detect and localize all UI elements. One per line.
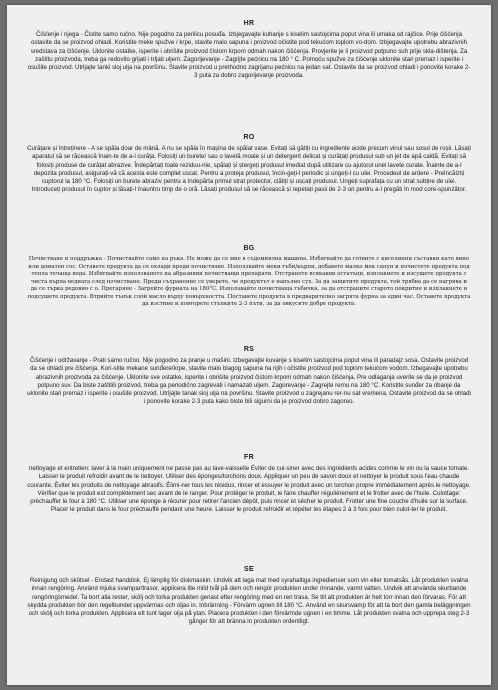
section-code: HR bbox=[243, 20, 255, 27]
section-code: RS bbox=[243, 346, 255, 353]
section-code: SE bbox=[244, 566, 254, 573]
section-fr bbox=[27, 453, 471, 515]
section-text: Čišćenje i njega - Čistite samo ručno. Nije pogodno za perilicu posuđa. Izbjegavajte kuhanje s kiselim sastojcima poput vina ili umaka od rajčice. Prije čišćenja ostavite da se proizvod ohladi. Koristite meke spužve / krpe, stavite malo sapuna i proizvod očistite pod tekućom toplom vo-dom. Izbjegavajte upotrebu abrazivnih sredstava za čišćenje. Uklonite ostatke, isperite i obrišite proizvod čistom krpom odmah nakon čišćenja. Provjerite je li proizvod potpuno suh prije skla-dištenja. Za zaštitu proizvoda, treba ga redovito grijati i trljati uljem. Zagorijevanje - Zagrijte pećnicu na 180 ° C. Pomoću spužve za čišćenje uklonite stari premaz i isperite i osušite proizvod. Utrljajte tanki sloj ulja na površinu. Stavite proizvod u prethodno zagrijanu pećnicu na jedan sat. Ostavite da se proizvod ohladi i ponovite korake 2-3 puta za dobro zagorijevanje proizvoda. bbox=[27, 31, 471, 80]
section-text: Почистване и поддръжка - Почиствайте само на ръка. Не може да се мие в съдомиялна машина. Избягвайте да готвите с киселинни съставки като вино или доматен сос. Оставете продукта да се охлади преди почистване. Използвайте меки гъби/кърпи, добавете малко мек сапун и почистете продукта под топла течаща вода. Избягвайте използването на абразивни почистващи препарати. Отстранете всякакви остатъци, изплакнете и изсушете продукта с чиста кърпа веднага след почистване. Преди съхранение се уверете, че продуктът е напълно сух. За да защитите продукта, той трябва да се нагрява и да се търка редовно с о. Прегаряне - Загрейте фурната на 180°C. Използвайте почистваща гъбичка, за да отстраните старото покритие и изплакнете и подсушете продукта. Втрийте тънък слой масло върху повърхността. Поставете продукта в предварително загрята фурна за един час. Оставете продукта да изстине и повторете стъпките 2-3 пъти, за да овкусите добре продукта. bbox=[27, 256, 471, 307]
section-code: BG bbox=[243, 245, 255, 252]
section-se bbox=[27, 565, 471, 627]
section-code: FR bbox=[244, 454, 254, 461]
section-text: Curățare și întreținere - A se spăla doar de mână. A nu se spăla în mașina de spălat vase. Evitați să gătiți cu ingrediente acide precum vinul sau sosul de roșii. Lăsați aparatul să se răcească înain-te de a-l curăța. Folosiți un burete/ sau o lavetă moale și un detergent delicat și curățați produsul sub un jet de apă caldă. Evitați să folosiți produse de curățat abrazive. Îndepărtați toate reziduu-rile, spălați și ștergeți produsul imediat după utilizare cu ajutorul unei lavete curate. Înainte de a-l depozita produsul, asigurați-vă că acesta este complet uscat. Pentru a proteja produsul, încin-geți-l periodic și ungeți-l cu ulei. Procedeul de ardere - Preîncălziți cuptorul la 180 °C. Folosiți un burete abraziv pentru a îndepărta primul strat protector, clătiți și uscați produsul. Ungeți suprafața cu un strat subțire de ulei. Introduceți produsul în cuptor și lăsați-l înauntru timp de o oră. Lăsați produsul să se răcească și repetați pasii de 2-3 ori pentru a-l pregăti în mod core-spunzător. bbox=[27, 145, 471, 194]
section-text: nettoyage et entretien: laver à la main uniquement ne passe pas au lave-vaisselle Éviter de cui-siner avec des ingrédients acides comme le vin ou la sauce tomate. Laisser le produit refroidir avant de le nettoyer. Utiliser des éponges/torchons doux. Appliquer un peu de savon doux et nettoyer le produit sous l'eau chaude courante. Éviter les produits de nettoyage abrasifs. Élimi-ner tous les résidus, rincer et essuyer le produit avec un torchon propre immédiatement après le nettoyage. Vérifier que le produit est complètement sec avant de le ranger. Pour protéger le produit, le faire chauffer régulièrement et le frotter avec de l'huile. Culottage: préchauffer le four à 180 °C. Utiliser une éponge à récurer pour retirer l'ancien dépôt, puis rincer et sécher le produit. Frotter une fine couche d'huile sur la surface. Placer le produit dans le four préchauffé pendant une heure. Laisser le produit refroidir et répéter les étapes 2 à 3 fois pour bien culot-ter le produit. bbox=[27, 465, 471, 514]
section-text: Reinigung och skötsel - Endast handdisk. Ej lämplig för diskmaskin. Undvik att laga mat med syrahaltiga ingredienser som vin eller tomatsås. Låt produkten svalna innan rengöring. Använd mjuka svampar/trasor, applicera lite mild tvål på dem och rengör produkten under rinnande, varmt vatten. Undvik att använda skurbande rengöringsmedel. Ta bort alla rester, skölj och torka produkten genast efter rengöring med en ren trasa. Se till att produkten är helt torr innan den förvaras. För att skydda produkten bör den regelbundet uppvärmas och oljas in. Inbränning - Förvärm ugnen till 180 °C. Använd en skursvamp för att ta bort den gamla beläggningen och skölj och torka produkten. Applicera ett tunt lager olja på ytan. Placera produkten i den förvärmde ugnen i en timme. Låt produkten svalna och upprepa steg 2-3 gånger för att bränna in produkten ordentligt. bbox=[27, 577, 471, 626]
instruction-sheet bbox=[7, 5, 491, 685]
section-hr bbox=[27, 19, 471, 81]
section-code: RO bbox=[243, 134, 255, 141]
section-text: Čišćenje i održavanje - Prati samo ručno. Nije pogodno za pranje u mašini. Izbegavajte kuvanje s kiselim sastojcima poput vina ili paradajz sosa. Ostavite proizvod da se ohladi pre čišćenja. Kori-stite mekane sunđere/krpe, stavite malo blagog sapuna na njih i očistite proizvod pod toplom tekućom vodom. Izbegavajte upotrebu abrazivnih proizvoda za čišćenje. Uklonite sve ostatke, isperite i obrišite proizvod čistom krpom odmah nakon čišćenja. Pre odlaganja uverite se da je proizvod potpuno suv. Da biste zaštitili proizvod, treba ga periodično zagrevati i namazati uljem. Zagorevanje - Zagrejte rernu na 180 °C. Koristite sunđer za ribanje da uklonite stari premaz i isperite i osušite proizvod. Utrljajte tanak sloj ulja na površinu. Stavite proizvod u zagrejanu rer-nu sat vremena. Ostavite proizvod da se ohladi i ponovite korake 2-3 puta kako biste bili sigurni da je proizvod dobro zagoreo. bbox=[27, 357, 471, 406]
section-bg bbox=[27, 244, 471, 309]
section-rs bbox=[27, 345, 471, 407]
section-ro bbox=[27, 133, 471, 195]
